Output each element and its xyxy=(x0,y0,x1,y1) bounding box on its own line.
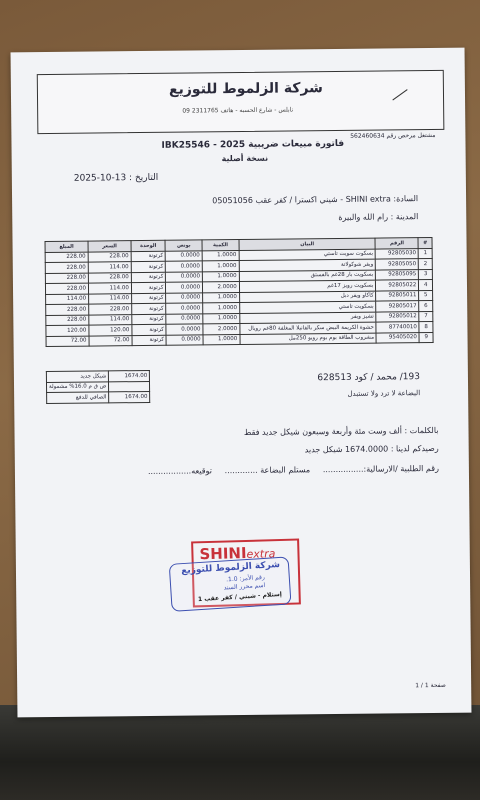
items-table xyxy=(45,237,434,347)
seal-title: شركة الزلموط للتوزيع xyxy=(180,559,281,577)
row-bonus: 0.0000 xyxy=(166,334,203,345)
row-description: بسكويت بار 28غم بالفستق xyxy=(239,270,376,282)
row-bonus: 0.0000 xyxy=(166,282,203,293)
row-quantity: 2.0000 xyxy=(203,324,240,335)
invoice-date: التاريخ : 13-10-2025 xyxy=(73,172,159,184)
row-amount: 228.00 xyxy=(45,273,88,284)
row-bonus: 0.0000 xyxy=(166,292,203,303)
salesperson: 193/ محمد / كود 628513 xyxy=(317,372,421,384)
row-index: 9 xyxy=(419,332,433,343)
row-description: تشيز ويفر xyxy=(239,312,376,324)
totals-table xyxy=(46,370,151,404)
col-unit: الوحدة xyxy=(131,240,166,251)
balance: رصيدكم لدينا : 1674.0000 شيكل جديد xyxy=(304,443,439,455)
totals-value: 1674.00 xyxy=(109,391,150,402)
row-index: 2 xyxy=(419,258,433,269)
row-price: 72.00 xyxy=(89,335,132,346)
row-description: بسكوت سويت تاستي xyxy=(239,249,376,261)
row-bonus: 0.0000 xyxy=(166,303,203,314)
col-code: الرقم xyxy=(375,238,418,249)
table-body xyxy=(45,248,433,347)
totals-label: شيكل جديد xyxy=(46,371,108,382)
row-unit: كرتونة xyxy=(132,303,167,314)
row-description: كاكاو ويفر دبل xyxy=(239,291,376,303)
row-index: 8 xyxy=(419,321,433,332)
row-description: ويفر شوكولاتة xyxy=(239,259,376,271)
row-quantity: 1.0000 xyxy=(202,250,239,261)
row-code: 92805012 xyxy=(376,311,419,322)
row-unit: كرتونة xyxy=(132,335,167,346)
row-unit: كرتونة xyxy=(132,324,167,335)
background-shadow xyxy=(0,705,480,800)
row-price: 120.00 xyxy=(89,325,132,336)
row-description: بسكويت رويز 17غم xyxy=(239,280,376,292)
row-price: 228.00 xyxy=(89,304,132,315)
row-amount: 228.00 xyxy=(46,304,89,315)
totals-label: ض ق م 16.0% مشمولة xyxy=(46,381,108,392)
row-price: 114.00 xyxy=(88,262,131,273)
row-index: 7 xyxy=(419,311,433,322)
row-price: 228.00 xyxy=(88,251,131,262)
order-number: رقم الطلبية /الارسالية:................ xyxy=(322,463,439,475)
row-price: 228.00 xyxy=(88,272,131,283)
row-index: 3 xyxy=(419,269,433,280)
totals-row xyxy=(47,391,150,403)
company-name: شركة الزلموط للتوزيع xyxy=(168,80,324,98)
company-seal xyxy=(169,556,292,611)
return-policy: البضاعة لا ترد ولا تستبدل xyxy=(347,389,421,398)
col-description: البيان xyxy=(239,238,376,250)
invoice-title: فاتورة مبيعات ضريبية 2025 - IBK25546 xyxy=(161,138,345,151)
row-index: 5 xyxy=(419,290,433,301)
registration-number: مشتغل مرخص رقم 562460634 xyxy=(350,131,436,140)
row-amount: 228.00 xyxy=(45,252,88,263)
invoice-document xyxy=(11,48,472,718)
totals-value xyxy=(109,381,150,392)
row-bonus: 0.0000 xyxy=(166,250,203,261)
seal-line-3: إستلام - شيني / كفر عقب 1 xyxy=(197,590,283,604)
signature-line xyxy=(19,464,439,477)
row-price: 114.00 xyxy=(89,314,132,325)
col-amount: المبلغ xyxy=(45,241,88,252)
row-quantity: 1.0000 xyxy=(202,271,239,282)
page-number: صفحة 1 / 1 xyxy=(415,681,446,690)
row-price: 114.00 xyxy=(89,293,132,304)
row-quantity: 1.0000 xyxy=(203,334,240,345)
totals-label: الصافي للدفع xyxy=(47,392,109,403)
row-quantity: 1.0000 xyxy=(203,313,240,324)
row-index: 6 xyxy=(419,300,433,311)
stamp-brand-suffix: extra xyxy=(246,547,276,561)
row-amount: 228.00 xyxy=(46,315,89,326)
company-address: نابلس - شارع الحسبه - هاتف 2311765 09 xyxy=(182,106,294,115)
row-bonus: 0.0000 xyxy=(166,261,203,272)
receiver: مستلم البضاعة ............. xyxy=(224,465,311,476)
col-bonus: بونص xyxy=(165,240,202,251)
row-quantity: 1.0000 xyxy=(203,303,240,314)
row-index: 1 xyxy=(418,248,432,259)
row-unit: كرتونة xyxy=(131,282,166,293)
row-amount: 72.00 xyxy=(46,336,89,347)
row-index: 4 xyxy=(419,279,433,290)
row-code: 92805011 xyxy=(376,290,419,301)
row-bonus: 0.0000 xyxy=(166,324,203,335)
row-code: 92805017 xyxy=(376,301,419,312)
row-description: مشروب الطاقة بوم بوم رويو 250مل xyxy=(240,333,377,345)
seal-line-1: رقم الأمر: 1.0. xyxy=(225,573,265,584)
row-code: 92805030 xyxy=(376,248,419,259)
row-amount: 120.00 xyxy=(46,325,89,336)
row-code: 87740010 xyxy=(376,322,419,333)
stamp-brand-name: SHINI xyxy=(199,543,247,564)
row-code: 92805095 xyxy=(376,269,419,280)
row-unit: كرتونة xyxy=(131,272,166,283)
row-amount: 228.00 xyxy=(45,283,88,294)
row-unit: كرتونة xyxy=(131,251,166,262)
row-bonus: 0.0000 xyxy=(166,271,203,282)
row-code: 95405020 xyxy=(376,332,419,343)
row-quantity: 2.0000 xyxy=(203,282,240,293)
row-quantity: 1.0000 xyxy=(202,261,239,272)
totals-body xyxy=(46,370,150,403)
row-description: بسكويت تاستي xyxy=(239,301,376,313)
seal-line-2: اسم محرر السند xyxy=(223,581,266,592)
company-header xyxy=(37,70,445,134)
row-amount: 228.00 xyxy=(45,262,88,273)
row-unit: كرتونة xyxy=(131,293,166,304)
signature: توقيعه................. xyxy=(147,466,212,476)
col-price: السعر xyxy=(88,241,131,252)
row-amount: 114.00 xyxy=(46,294,89,305)
row-unit: كرتونة xyxy=(132,314,167,325)
copy-type: نسخة أصلية xyxy=(221,153,269,164)
row-description: حشوة الكريمة البيض سكر بالفانيلا المغلفة 80غم رويال xyxy=(240,322,377,334)
amount-in-words: بالكلمات : ألف وست مئة وأربعة وسبعون شيكل جديد فقط xyxy=(243,425,439,437)
customer-city: المدينة : رام الله والبيرة xyxy=(338,212,419,222)
row-bonus: 0.0000 xyxy=(166,313,203,324)
row-unit: كرتونة xyxy=(131,261,166,272)
col-index: # xyxy=(418,237,432,248)
customer-name: السادة: SHINI extra - شيني اكسترا / كفر عقب 05051056 xyxy=(212,194,419,206)
row-price: 114.00 xyxy=(88,283,131,294)
totals-value: 1674.00 xyxy=(109,370,150,381)
row-code: 92805022 xyxy=(376,280,419,291)
row-quantity: 1.0000 xyxy=(203,292,240,303)
col-quantity: الكمية xyxy=(202,240,239,251)
row-code: 92805050 xyxy=(376,259,419,270)
